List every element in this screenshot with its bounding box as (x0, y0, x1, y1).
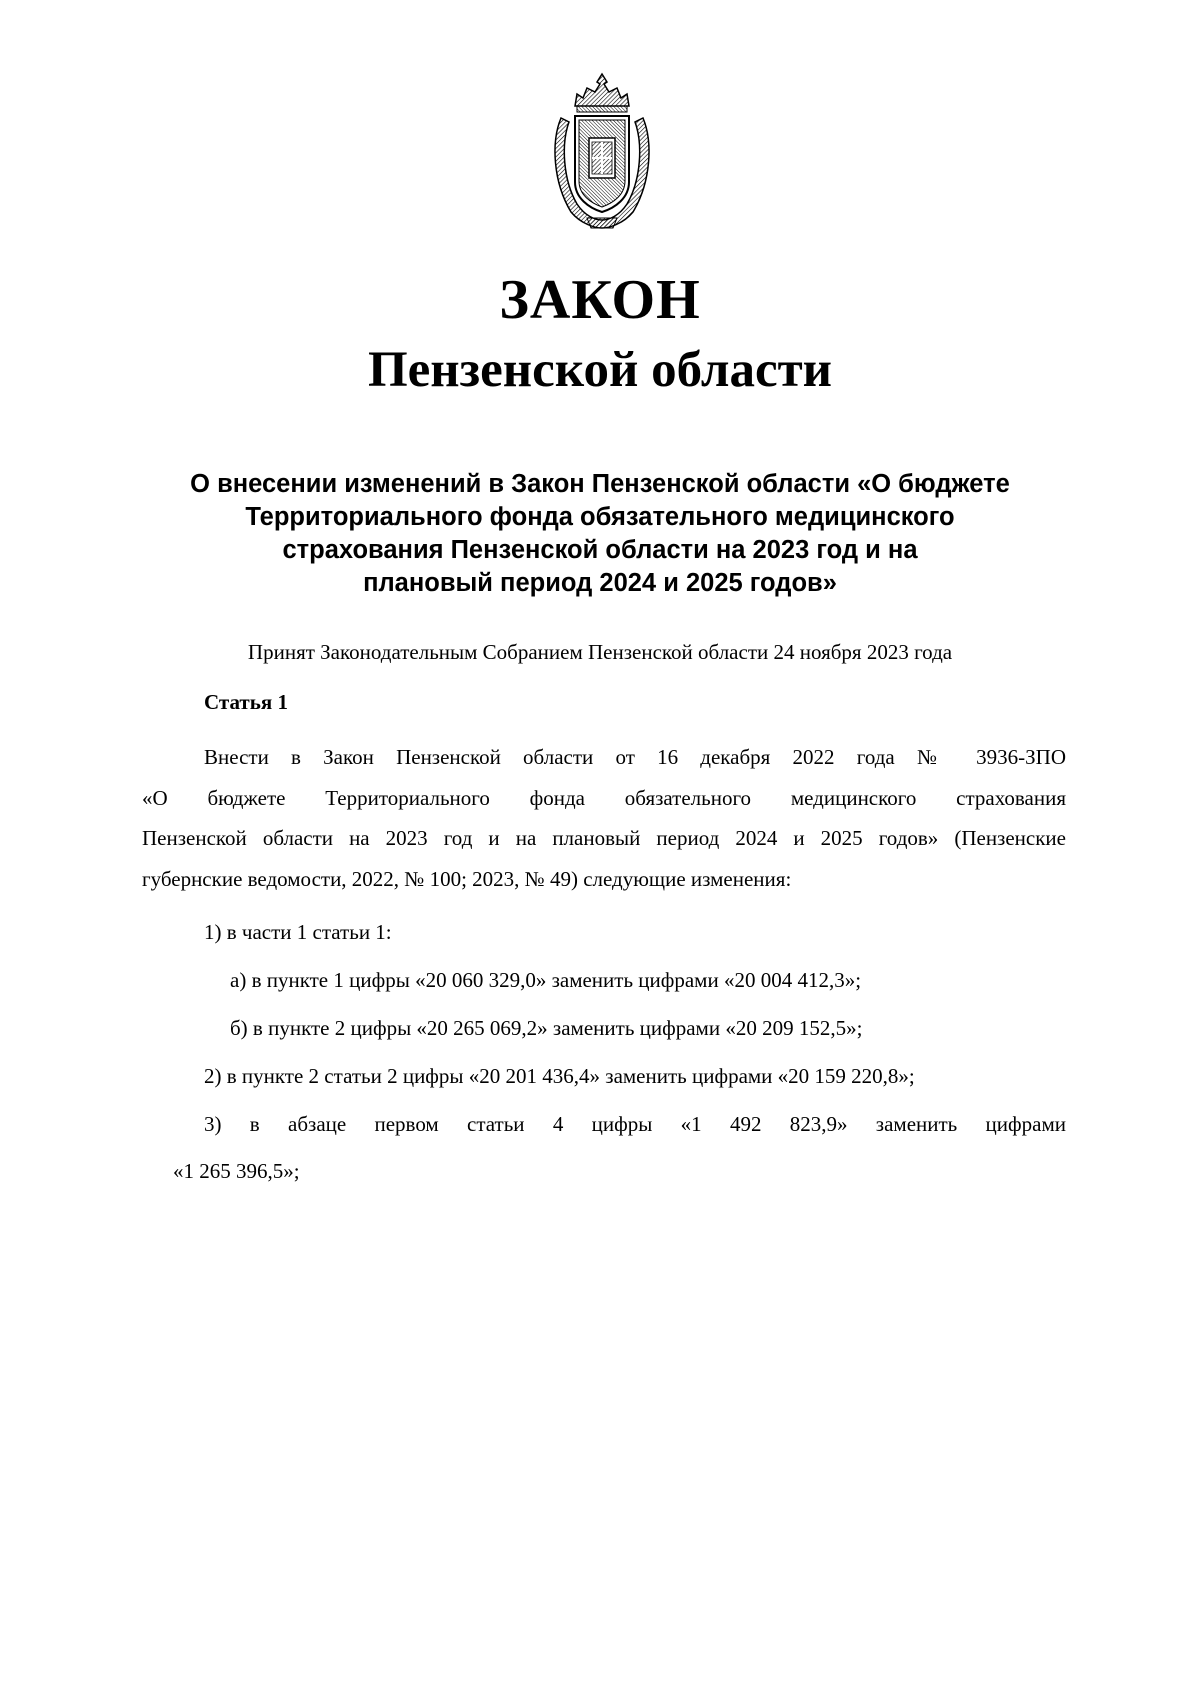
law-subject-line: плановый период 2024 и 2025 годов» (363, 569, 837, 597)
law-subject-line: Территориального фонда обязательного медицинского (245, 503, 955, 531)
paragraph-line: Пензенской области на 2023 год и на плановый период 2024 и 2025 годов» (Пензенские (142, 826, 1066, 850)
list-subitem: б) в пункте 2 цифры «20 265 069,2» заменить цифрами «20 209 152,5»; (230, 1016, 863, 1040)
penza-oblast-coat-of-arms-icon (547, 72, 657, 232)
list-subitem: а) в пункте 1 цифры «20 060 329,0» заменить цифрами «20 004 412,3»; (230, 968, 862, 992)
law-subject-line: О внесении изменений в Закон Пензенской области «О бюджете (190, 470, 1010, 498)
law-region-title: Пензенской области (367, 342, 833, 398)
list-item: 3) в абзаце первом статьи 4 цифры «1 492 823,9» заменить цифрами (204, 1112, 1066, 1136)
paragraph-line: Внести в Закон Пензенской области от 16 декабря 2022 года № 3936-ЗПО (204, 745, 1066, 769)
list-item-continuation: «1 265 396,5»; (173, 1159, 300, 1183)
list-item: 2) в пункте 2 статьи 2 цифры «20 201 436,4» заменить цифрами «20 159 220,8»; (204, 1064, 915, 1088)
article-main-paragraph (142, 743, 1066, 905)
law-title: ЗАКОН (499, 269, 701, 331)
adoption-note: Принят Законодательным Собранием Пензенской области 24 ноября 2023 года (247, 640, 953, 664)
paragraph-line: «О бюджете Территориального фонда обязательного медицинского страхования (142, 785, 1066, 810)
article-heading: Статья 1 (204, 690, 288, 714)
paragraph-line: губернские ведомости, 2022, № 100; 2023, № 49) следующие изменения: (142, 866, 792, 891)
law-subject (130, 468, 1070, 600)
list-item: 1) в части 1 статьи 1: (204, 920, 392, 944)
law-subject-line: страхования Пензенской области на 2023 год и на (282, 536, 918, 564)
